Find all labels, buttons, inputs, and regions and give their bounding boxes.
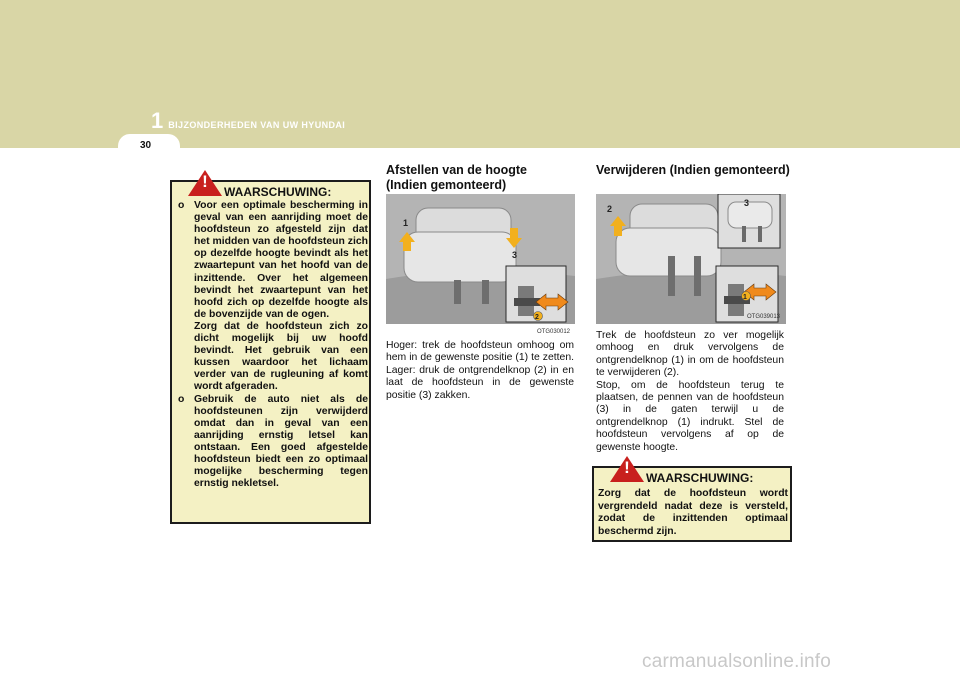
warning-item [178, 394, 368, 491]
chapter-title: BIJZONDERHEDEN VAN UW HYUNDAI [168, 120, 346, 130]
warning-title: WAARSCHUWING: [224, 185, 332, 199]
warning-paragraph: Zorg dat de hoofdsteun zich zo dicht mogelijk bij uw hoofd bevindt. Het gebruik van een kussen waardoor het lichaam verder van de rugleuning af komt wordt afgeraden. [194, 320, 368, 393]
warning-paragraph: Gebruik de auto niet als de hoofdsteunen zijn verwijderd omdat dan in geval van een aanrijding ernstig letsel kan ontstaan. Een goed afgestelde hoofdsteun biedt een zo optimaal mogelijke bescherming tegen ernstig nekletsel. [194, 393, 368, 490]
section-height-title-line1: Afstellen van de hoogte [386, 163, 527, 177]
section-height-body: Hoger: trek de hoofdsteun omhoog om hem in de gewenste positie (1) te zetten. Lager: druk de ontgrendelknop (2) in en laat de hoofdsteun in de gewenste positie (3) zakken. [386, 340, 574, 401]
warning-item [178, 200, 368, 394]
section-remove-paragraph: Trek de hoofdsteun zo ver mogelijk omhoog en druk vervolgens de ontgrendelknop (1) in om de hoofdsteun te verwijderen (2). [596, 330, 784, 379]
chapter-header [151, 108, 345, 134]
section-height-title-line2: (Indien gemonteerd) [386, 178, 507, 192]
section-remove-paragraph: Stop, om de hoofdsteun terug te plaatsen, de pennen van de hoofdsteun (3) in de gaten terwijl u de ontgrendelknop (1) indrukt. Stel de hoofdsteun vervolgens af op de gewenste hoogte. [596, 379, 784, 453]
section-height-title [386, 163, 527, 193]
warning-box-right [592, 458, 792, 542]
warning-list [178, 200, 368, 490]
callout-3: 3 [744, 198, 750, 208]
watermark: carmanualsonline.info [642, 651, 832, 672]
callout-3: 3 [512, 250, 518, 260]
warning-paragraph: Voor een optimale bescherming in geval van een aanrijding moet de hoofdsteun zo afgesteld zijn dat het midden van de hoofdsteun zich op dezelfde hoogte bevindt als het zwaartepunt van het hoofd van de inzittende. Over het algemeen bevindt het zwaartepunt van het hoofd zich op dezelfde hoogte als de bovenzijde van de ogen. [194, 200, 368, 320]
callout-2: 2 [535, 314, 539, 321]
page-number: 30 [140, 140, 152, 151]
warning-mark: ! [202, 172, 208, 191]
chapter-number: 1 [151, 108, 164, 133]
headrest-height-photo [386, 194, 575, 324]
warning-title: WAARSCHUWING: [646, 471, 754, 485]
headrest-remove-photo [596, 194, 786, 324]
section-remove-title: Verwijderen (Indien gemonteerd) [596, 163, 790, 177]
headrest-remove-illustration [596, 194, 786, 324]
image-code: OTG039013 [747, 314, 781, 320]
section-remove-body [596, 330, 784, 454]
callout-1: 1 [403, 218, 409, 228]
header-band [0, 0, 960, 148]
headrest-height-illustration [386, 194, 575, 324]
bullet: o [178, 200, 185, 211]
callout-2: 2 [607, 204, 613, 214]
image-code: OTG030012 [537, 329, 571, 335]
callout-1: 1 [743, 294, 747, 301]
bullet: o [178, 393, 185, 405]
warning-text: Zorg dat de hoofdsteun wordt vergrendeld nadat deze is versteld, zodat de inzittenden optimaal beschermd zijn. [598, 488, 788, 537]
warning-box-left [170, 172, 371, 524]
warning-mark: ! [624, 458, 630, 477]
